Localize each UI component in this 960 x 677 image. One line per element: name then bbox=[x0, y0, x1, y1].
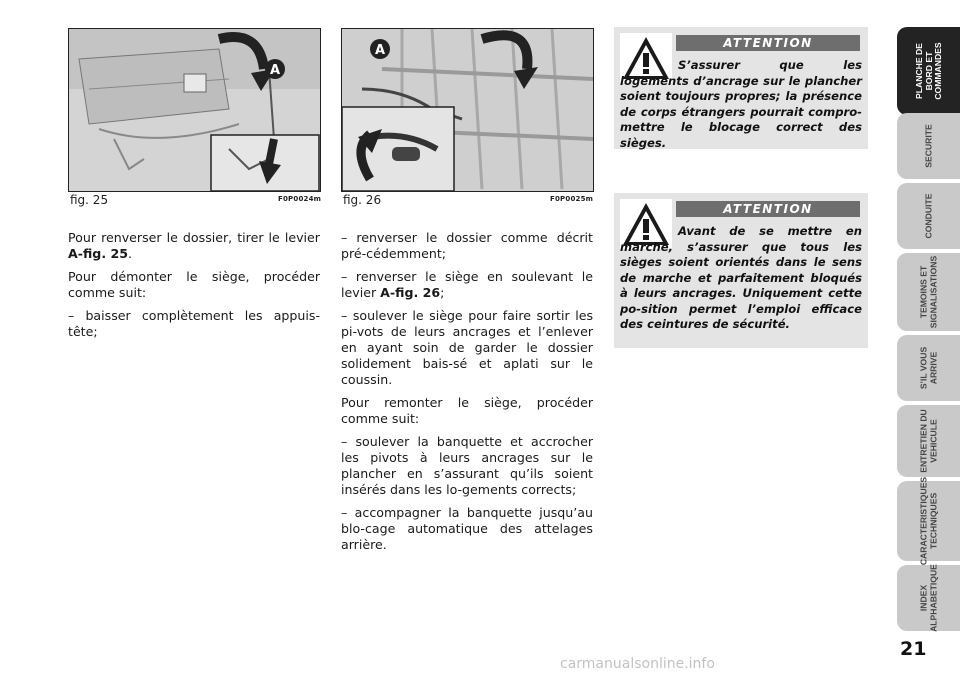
tab-temoins[interactable]: TEMOINS ET SIGNALISATIONS bbox=[897, 253, 960, 331]
attention-text: S’assurer que les logements d’ancrage sur le plancher soient toujours propres; la présence de corps étrangers pourrait compro-mettre le blocage correct des sièges. bbox=[620, 58, 862, 150]
paragraph-3: – baisser complètement les appuis-tête; bbox=[68, 308, 320, 339]
text-column-1 bbox=[68, 230, 320, 347]
tab-sil-vous-arrive[interactable]: S’IL VOUS ARRIVE bbox=[897, 335, 960, 401]
tab-entretien[interactable]: ENTRETIEN DU VEHICULE bbox=[897, 405, 960, 477]
watermark: carmanualsonline.info bbox=[560, 656, 715, 672]
tab-index[interactable]: INDEX ALPHABETIQUE bbox=[897, 565, 960, 631]
paragraph-2: Pour démonter le siège, procéder comme suit: bbox=[68, 269, 320, 300]
tab-caracteristiques[interactable]: CARACTERISTIQUES TECHNIQUES bbox=[897, 481, 960, 561]
figure-25-ref: F0P0024m bbox=[278, 195, 322, 203]
figure-26-ref: F0P0025m bbox=[550, 195, 594, 203]
attention-text: Avant de se mettre en marche, s’assurer que tous les sièges soient orientés dans le sens de marche et parfaitement bloqués à leurs ancrages. Uniquement cette po-sition permet l’emploi efficace des ceintures de sécurité. bbox=[620, 224, 862, 331]
tab-conduite[interactable]: CONDUITE bbox=[897, 183, 960, 249]
attention-box-2 bbox=[614, 193, 868, 348]
page-number: 21 bbox=[900, 638, 927, 660]
paragraph-6: – accompagner la banquette jusqu’au blo-cage automatique des attelages arrière. bbox=[341, 505, 593, 552]
paragraph-4: Pour remonter le siège, procéder comme suit: bbox=[341, 395, 593, 426]
tab-securite[interactable]: SECURITE bbox=[897, 113, 960, 179]
figure-25-caption: fig. 25 bbox=[70, 193, 109, 207]
figure-26-label-a: A bbox=[374, 43, 386, 58]
attention-box-1 bbox=[614, 27, 868, 149]
attention-title: ATTENTION bbox=[676, 35, 860, 51]
paragraph-1: Pour renverser le dossier, tirer le levier A-fig. 25. bbox=[68, 230, 320, 261]
fig-26-reference: A-fig. 26 bbox=[380, 285, 441, 300]
attention-title: ATTENTION bbox=[676, 201, 860, 217]
paragraph-1: – renverser le dossier comme décrit pré-cédemment; bbox=[341, 230, 593, 261]
figure-25-label-a: A bbox=[269, 63, 281, 78]
paragraph-3: – soulever le siège pour faire sortir les pi-vots de leurs ancrages et l’enlever en ayant soin de garder le dossier solidement bais-sé et aplati sur le coussin. bbox=[341, 308, 593, 387]
paragraph-5: – soulever la banquette et accrocher les pivots à leurs ancrages sur le plancher en s’assurant qu’ils soient insérés dans les lo-gements corrects; bbox=[341, 434, 593, 497]
fig-25-reference: A-fig. 25 bbox=[68, 246, 129, 261]
figure-25-image bbox=[68, 28, 321, 192]
figure-26-caption: fig. 26 bbox=[343, 193, 382, 207]
tab-planche-de-bord[interactable]: PLANCHE DE BORD ET COMMANDES bbox=[897, 27, 960, 115]
text-column-2 bbox=[341, 230, 593, 560]
paragraph-2: – renverser le siège en soulevant le levier A-fig. 26; bbox=[341, 269, 593, 300]
figure-26-image bbox=[341, 28, 594, 192]
